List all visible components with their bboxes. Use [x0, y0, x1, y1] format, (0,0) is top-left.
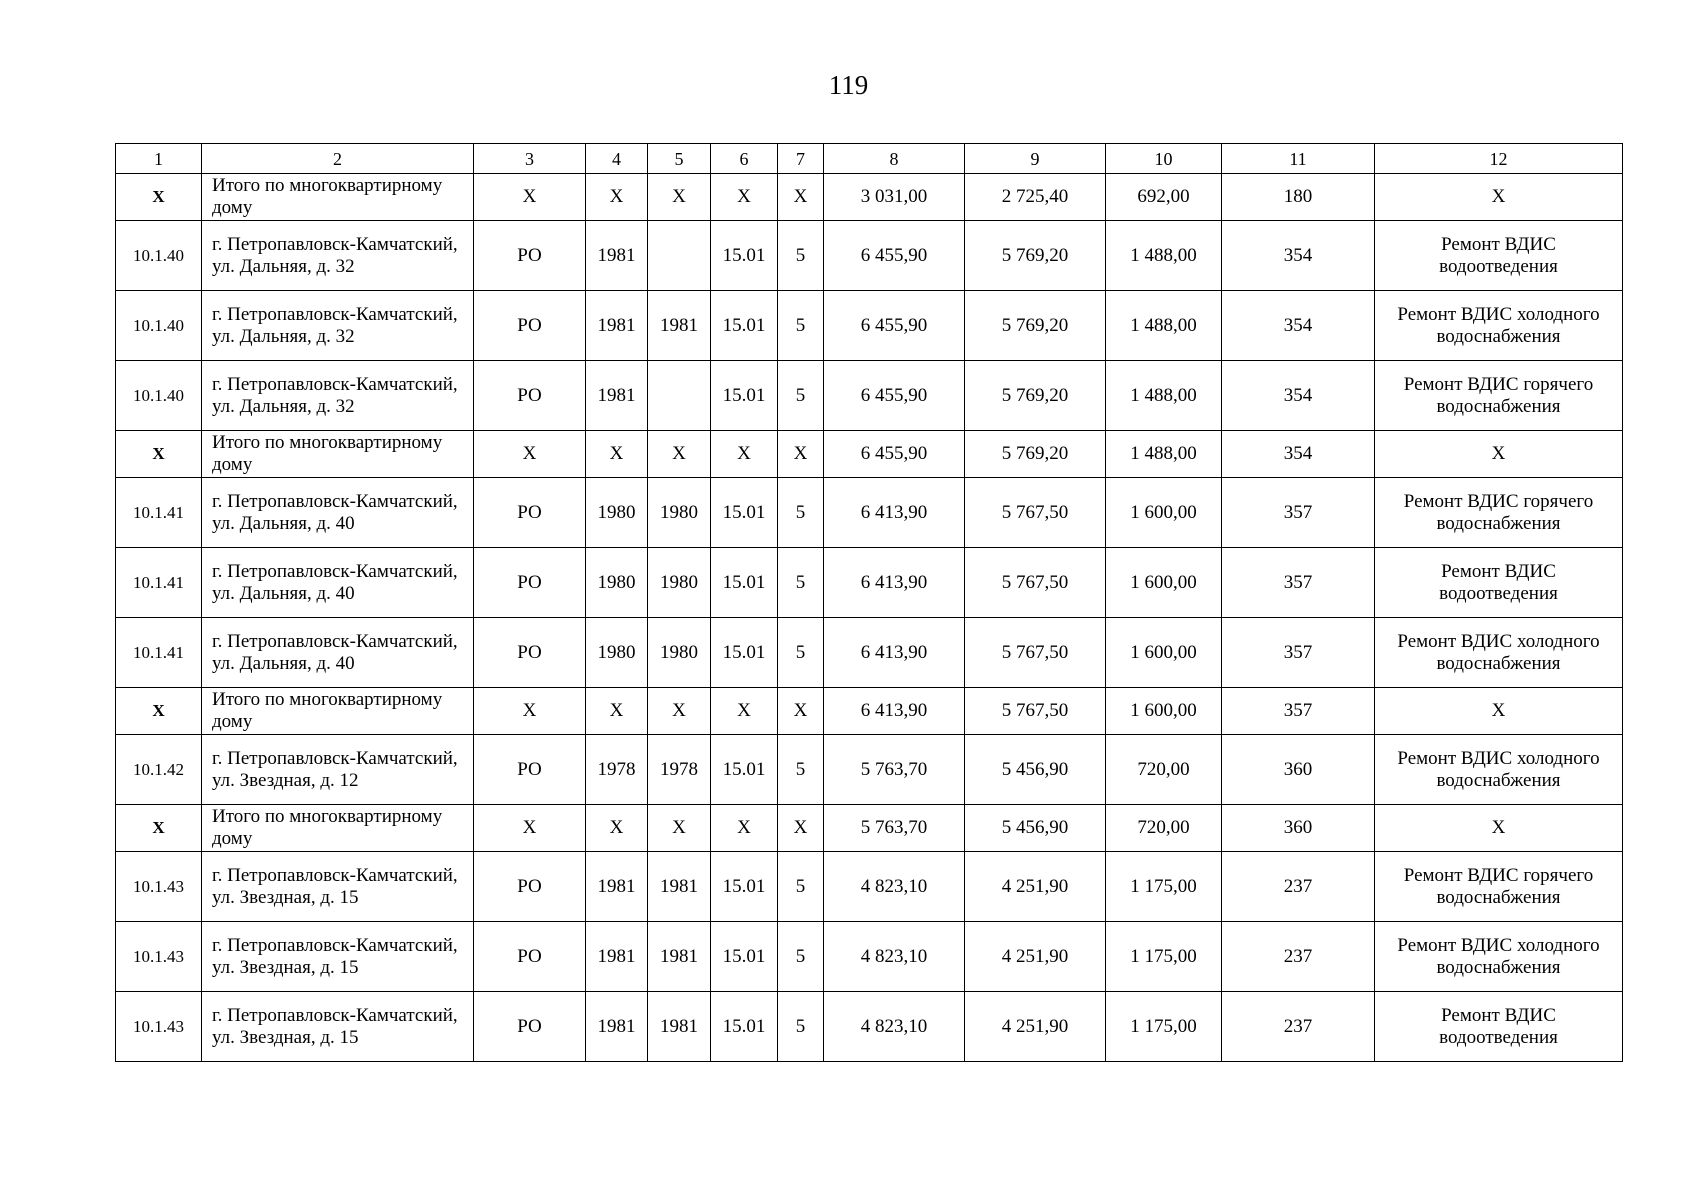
cell-row-number: 10.1.42: [116, 735, 202, 805]
cell-living-area: 2 725,40: [965, 174, 1106, 221]
cell-year-overhaul: [648, 361, 711, 431]
cell-residents: 180: [1222, 174, 1375, 221]
cell-living-area: 4 251,90: [965, 852, 1106, 922]
cell-address: г. Петропавловск-Камчатский, ул. Звездная, д. 15: [202, 852, 474, 922]
cell-residents: 354: [1222, 361, 1375, 431]
cell-row-number: 10.1.40: [116, 221, 202, 291]
cell-type: РО: [474, 221, 586, 291]
cell-total-area: 6 455,90: [824, 221, 965, 291]
cell-floors: 5: [778, 361, 824, 431]
column-header-5: 5: [648, 144, 711, 174]
cell-year-built: X: [586, 431, 648, 478]
cell-floors: X: [778, 431, 824, 478]
cell-work-type: X: [1375, 688, 1623, 735]
cell-living-area: 5 456,90: [965, 805, 1106, 852]
table-row: [116, 618, 1623, 688]
cell-residents: 354: [1222, 431, 1375, 478]
cell-category: X: [711, 431, 778, 478]
cell-row-number: X: [116, 805, 202, 852]
cell-living-area: 5 769,20: [965, 291, 1106, 361]
cell-floors: 5: [778, 548, 824, 618]
cell-total-area: 3 031,00: [824, 174, 965, 221]
cell-floors: 5: [778, 478, 824, 548]
cell-floors: 5: [778, 992, 824, 1062]
cell-area-3: 1 488,00: [1106, 291, 1222, 361]
cell-total-area: 6 413,90: [824, 478, 965, 548]
cell-living-area: 5 456,90: [965, 735, 1106, 805]
cell-row-number: 10.1.43: [116, 852, 202, 922]
cell-total-area: 5 763,70: [824, 805, 965, 852]
cell-area-3: 1 175,00: [1106, 992, 1222, 1062]
cell-residents: 357: [1222, 618, 1375, 688]
cell-work-type: Ремонт ВДИС горячего водоснабжения: [1375, 852, 1623, 922]
column-header-10: 10: [1106, 144, 1222, 174]
cell-year-built: 1981: [586, 291, 648, 361]
table-row: [116, 361, 1623, 431]
cell-row-number: 10.1.41: [116, 618, 202, 688]
cell-address: г. Петропавловск-Камчатский, ул. Звездная, д. 15: [202, 992, 474, 1062]
subtotal-row: [116, 688, 1623, 735]
table-row: [116, 735, 1623, 805]
cell-type: РО: [474, 548, 586, 618]
cell-type: РО: [474, 992, 586, 1062]
cell-type: РО: [474, 618, 586, 688]
repair-program-table: [115, 143, 1623, 1062]
cell-row-number: 10.1.40: [116, 291, 202, 361]
cell-category: 15.01: [711, 478, 778, 548]
cell-address: г. Петропавловск-Камчатский, ул. Дальняя, д. 40: [202, 548, 474, 618]
cell-row-number: 10.1.43: [116, 922, 202, 992]
cell-address: г. Петропавловск-Камчатский, ул. Дальняя, д. 40: [202, 478, 474, 548]
cell-type: X: [474, 174, 586, 221]
column-header-7: 7: [778, 144, 824, 174]
cell-category: 15.01: [711, 361, 778, 431]
cell-living-area: 5 767,50: [965, 688, 1106, 735]
cell-category: X: [711, 688, 778, 735]
cell-address: Итого по многоквартирному дому: [202, 431, 474, 478]
cell-year-overhaul: 1980: [648, 478, 711, 548]
cell-work-type: Ремонт ВДИС холодного водоснабжения: [1375, 618, 1623, 688]
cell-year-overhaul: X: [648, 805, 711, 852]
cell-year-built: 1980: [586, 478, 648, 548]
cell-residents: 360: [1222, 805, 1375, 852]
column-header-2: 2: [202, 144, 474, 174]
cell-address: г. Петропавловск-Камчатский, ул. Звездная, д. 12: [202, 735, 474, 805]
cell-total-area: 4 823,10: [824, 922, 965, 992]
cell-total-area: 5 763,70: [824, 735, 965, 805]
cell-type: РО: [474, 291, 586, 361]
cell-work-type: Ремонт ВДИС водоотведения: [1375, 221, 1623, 291]
cell-floors: 5: [778, 291, 824, 361]
table-row: [116, 922, 1623, 992]
cell-total-area: 4 823,10: [824, 852, 965, 922]
column-header-9: 9: [965, 144, 1106, 174]
table-row: [116, 291, 1623, 361]
cell-residents: 354: [1222, 291, 1375, 361]
cell-type: РО: [474, 852, 586, 922]
cell-floors: 5: [778, 735, 824, 805]
cell-year-overhaul: 1978: [648, 735, 711, 805]
cell-work-type: X: [1375, 805, 1623, 852]
cell-work-type: X: [1375, 174, 1623, 221]
cell-area-3: 1 175,00: [1106, 852, 1222, 922]
cell-row-number: 10.1.41: [116, 478, 202, 548]
cell-category: 15.01: [711, 992, 778, 1062]
column-header-6: 6: [711, 144, 778, 174]
cell-living-area: 5 769,20: [965, 361, 1106, 431]
cell-year-built: 1981: [586, 361, 648, 431]
cell-total-area: 6 413,90: [824, 618, 965, 688]
cell-year-built: 1980: [586, 618, 648, 688]
page-number: 119: [828, 70, 869, 100]
cell-floors: X: [778, 805, 824, 852]
cell-work-type: Ремонт ВДИС холодного водоснабжения: [1375, 735, 1623, 805]
cell-type: РО: [474, 478, 586, 548]
cell-row-number: 10.1.43: [116, 992, 202, 1062]
cell-year-overhaul: X: [648, 174, 711, 221]
table-body: [116, 144, 1623, 1062]
cell-residents: 237: [1222, 992, 1375, 1062]
cell-category: 15.01: [711, 735, 778, 805]
cell-area-3: 1 488,00: [1106, 221, 1222, 291]
cell-type: РО: [474, 922, 586, 992]
cell-year-overhaul: X: [648, 688, 711, 735]
cell-floors: X: [778, 174, 824, 221]
cell-address: Итого по многоквартирному дому: [202, 688, 474, 735]
column-header-3: 3: [474, 144, 586, 174]
cell-work-type: Ремонт ВДИС горячего водоснабжения: [1375, 361, 1623, 431]
cell-area-3: 1 600,00: [1106, 618, 1222, 688]
cell-work-type: X: [1375, 431, 1623, 478]
cell-living-area: 5 767,50: [965, 478, 1106, 548]
subtotal-row: [116, 174, 1623, 221]
cell-area-3: 692,00: [1106, 174, 1222, 221]
cell-floors: 5: [778, 618, 824, 688]
cell-total-area: 4 823,10: [824, 992, 965, 1062]
cell-year-built: 1981: [586, 922, 648, 992]
cell-address: Итого по многоквартирному дому: [202, 805, 474, 852]
cell-area-3: 1 600,00: [1106, 478, 1222, 548]
cell-floors: 5: [778, 852, 824, 922]
cell-category: 15.01: [711, 618, 778, 688]
cell-row-number: 10.1.41: [116, 548, 202, 618]
cell-type: РО: [474, 361, 586, 431]
cell-year-built: 1981: [586, 992, 648, 1062]
cell-category: 15.01: [711, 221, 778, 291]
cell-floors: X: [778, 688, 824, 735]
cell-floors: 5: [778, 922, 824, 992]
cell-year-overhaul: 1981: [648, 852, 711, 922]
subtotal-row: [116, 805, 1623, 852]
cell-residents: 354: [1222, 221, 1375, 291]
cell-row-number: 10.1.40: [116, 361, 202, 431]
cell-address: г. Петропавловск-Камчатский, ул. Звездная, д. 15: [202, 922, 474, 992]
cell-row-number: X: [116, 174, 202, 221]
cell-year-overhaul: [648, 221, 711, 291]
cell-address: г. Петропавловск-Камчатский, ул. Дальняя, д. 32: [202, 221, 474, 291]
cell-year-built: X: [586, 174, 648, 221]
cell-type: РО: [474, 735, 586, 805]
cell-living-area: 5 769,20: [965, 221, 1106, 291]
cell-year-built: X: [586, 688, 648, 735]
cell-residents: 237: [1222, 852, 1375, 922]
cell-living-area: 4 251,90: [965, 922, 1106, 992]
cell-type: X: [474, 688, 586, 735]
column-header-12: 12: [1375, 144, 1623, 174]
cell-row-number: X: [116, 688, 202, 735]
cell-work-type: Ремонт ВДИС водоотведения: [1375, 992, 1623, 1062]
cell-year-overhaul: 1981: [648, 922, 711, 992]
cell-address: г. Петропавловск-Камчатский, ул. Дальняя, д. 40: [202, 618, 474, 688]
cell-category: 15.01: [711, 548, 778, 618]
cell-area-3: 1 488,00: [1106, 361, 1222, 431]
cell-work-type: Ремонт ВДИС холодного водоснабжения: [1375, 922, 1623, 992]
cell-work-type: Ремонт ВДИС холодного водоснабжения: [1375, 291, 1623, 361]
cell-year-overhaul: 1981: [648, 992, 711, 1062]
table-row: [116, 992, 1623, 1062]
cell-category: X: [711, 805, 778, 852]
cell-year-overhaul: 1980: [648, 548, 711, 618]
cell-residents: 360: [1222, 735, 1375, 805]
cell-category: X: [711, 174, 778, 221]
cell-address: г. Петропавловск-Камчатский, ул. Дальняя, д. 32: [202, 361, 474, 431]
cell-row-number: X: [116, 431, 202, 478]
cell-living-area: 4 251,90: [965, 992, 1106, 1062]
cell-total-area: 6 455,90: [824, 431, 965, 478]
cell-category: 15.01: [711, 291, 778, 361]
cell-area-3: 1 600,00: [1106, 548, 1222, 618]
cell-address: г. Петропавловск-Камчатский, ул. Дальняя, д. 32: [202, 291, 474, 361]
cell-category: 15.01: [711, 922, 778, 992]
cell-year-built: 1978: [586, 735, 648, 805]
cell-year-built: 1981: [586, 221, 648, 291]
cell-work-type: Ремонт ВДИС водоотведения: [1375, 548, 1623, 618]
cell-area-3: 720,00: [1106, 805, 1222, 852]
cell-work-type: Ремонт ВДИС горячего водоснабжения: [1375, 478, 1623, 548]
cell-residents: 357: [1222, 688, 1375, 735]
column-header-8: 8: [824, 144, 965, 174]
column-header-4: 4: [586, 144, 648, 174]
cell-total-area: 6 455,90: [824, 361, 965, 431]
cell-area-3: 1 175,00: [1106, 922, 1222, 992]
cell-address: Итого по многоквартирному дому: [202, 174, 474, 221]
subtotal-row: [116, 431, 1623, 478]
cell-floors: 5: [778, 221, 824, 291]
cell-area-3: 1 600,00: [1106, 688, 1222, 735]
cell-total-area: 6 413,90: [824, 688, 965, 735]
cell-residents: 357: [1222, 478, 1375, 548]
cell-residents: 357: [1222, 548, 1375, 618]
cell-year-overhaul: X: [648, 431, 711, 478]
cell-year-built: X: [586, 805, 648, 852]
header-row: [116, 144, 1623, 174]
cell-type: X: [474, 431, 586, 478]
cell-living-area: 5 769,20: [965, 431, 1106, 478]
column-header-1: 1: [116, 144, 202, 174]
table-row: [116, 221, 1623, 291]
cell-year-built: 1980: [586, 548, 648, 618]
cell-total-area: 6 455,90: [824, 291, 965, 361]
cell-area-3: 720,00: [1106, 735, 1222, 805]
cell-residents: 237: [1222, 922, 1375, 992]
cell-area-3: 1 488,00: [1106, 431, 1222, 478]
column-header-11: 11: [1222, 144, 1375, 174]
cell-year-overhaul: 1981: [648, 291, 711, 361]
cell-year-built: 1981: [586, 852, 648, 922]
cell-living-area: 5 767,50: [965, 618, 1106, 688]
cell-living-area: 5 767,50: [965, 548, 1106, 618]
cell-total-area: 6 413,90: [824, 548, 965, 618]
cell-category: 15.01: [711, 852, 778, 922]
table-row: [116, 478, 1623, 548]
cell-year-overhaul: 1980: [648, 618, 711, 688]
table-row: [116, 548, 1623, 618]
table-row: [116, 852, 1623, 922]
cell-type: X: [474, 805, 586, 852]
